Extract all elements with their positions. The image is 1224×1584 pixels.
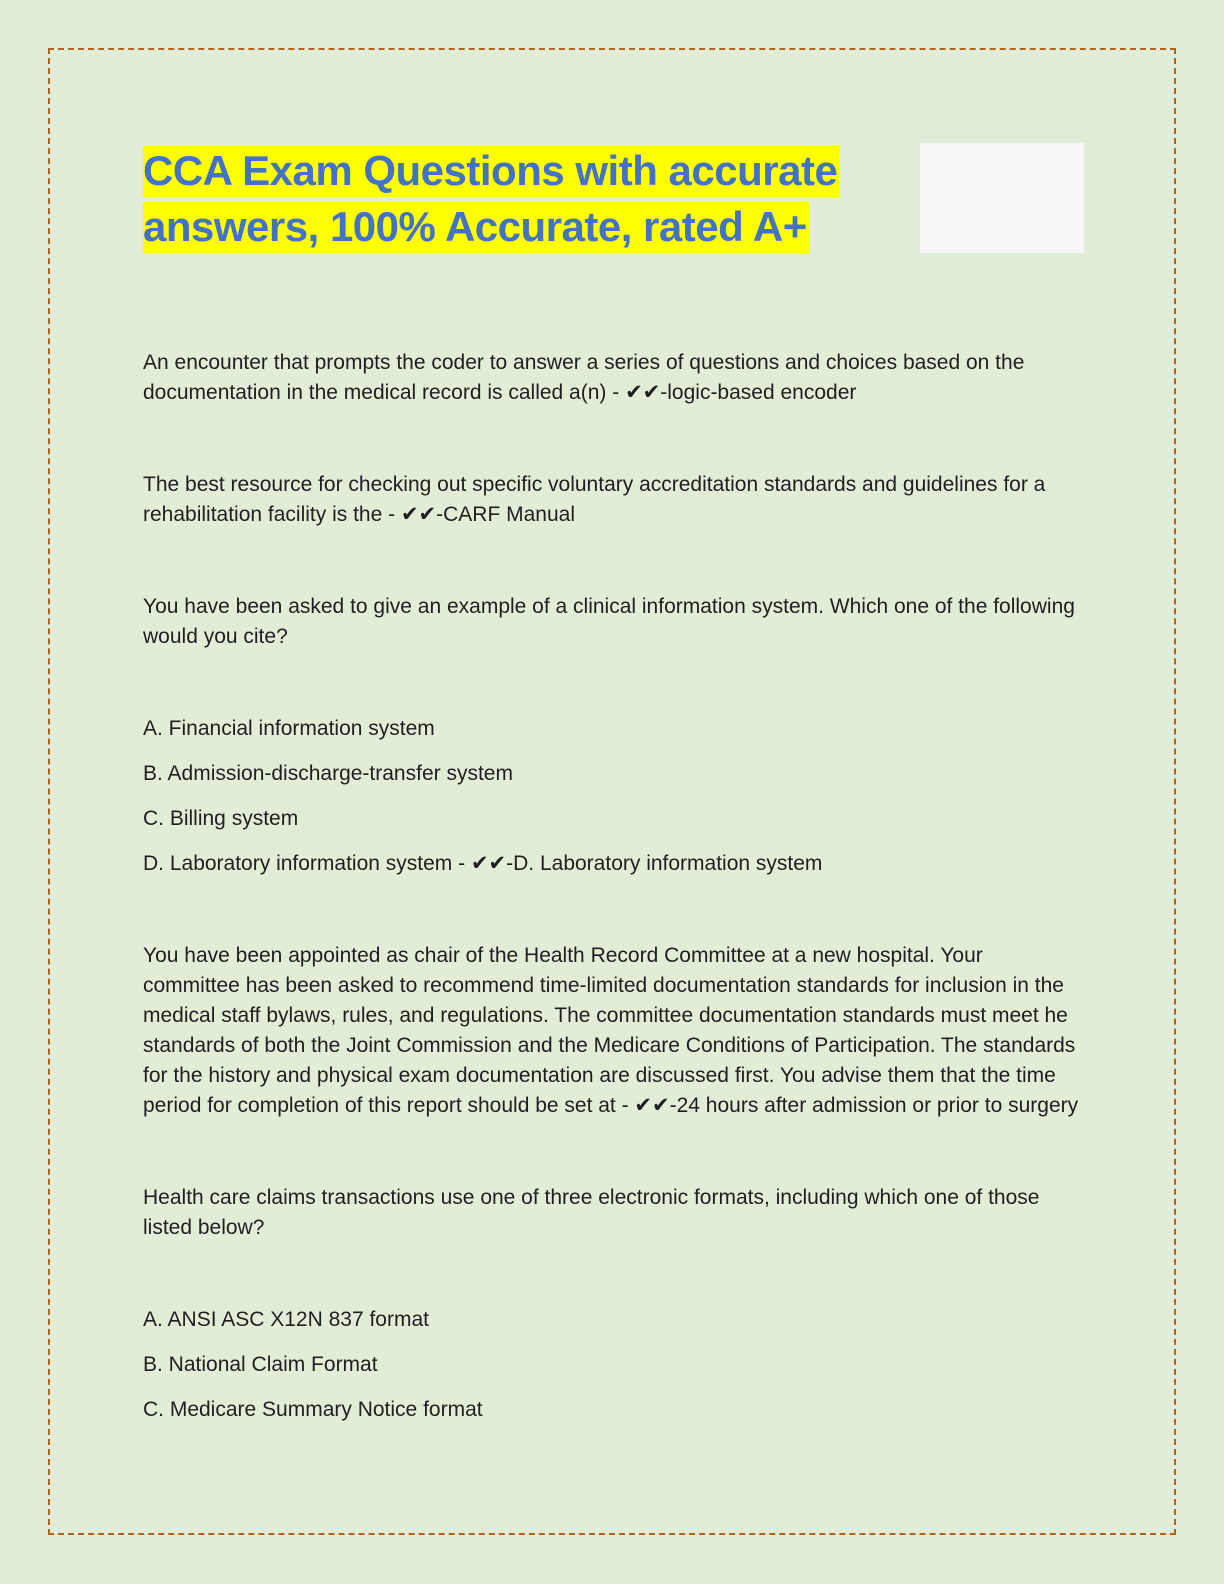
question-paragraph: Health care claims transactions use one of three electronic formats, including which one of those listed below? bbox=[143, 1186, 1040, 1239]
answer-option: D. Laboratory information system - ✔✔-D. Laboratory information system bbox=[143, 852, 823, 875]
question-paragraph: You have been appointed as chair of the Health Record Committee at a new hospital. Your committee has been asked to recommend time-limited documentation standards for inclusion in the medical staff bylaws, rules, and regulations. The committee documentation standards must meet he standards of both the Joint Commission and the Medicare Conditions of Participation. The standards for the history and physical exam documentation are discussed first. You advise them that the time period for completion of this report should be set at - ✔✔-24 hours after admission or prior to surgery bbox=[143, 944, 1079, 1117]
answer-option: B. National Claim Format bbox=[143, 1353, 378, 1376]
question-paragraph: You have been asked to give an example of a clinical information system. Which one of the following would you cite? bbox=[143, 595, 1075, 648]
answer-option: C. Billing system bbox=[143, 807, 299, 830]
page-content bbox=[143, 143, 1085, 1440]
title-line-2: answers, 100% Accurate, rated A+ bbox=[143, 202, 809, 253]
question-paragraph: The best resource for checking out specific voluntary accreditation standards and guidelines for a rehabilitation facility is the - ✔✔-CARF Manual bbox=[143, 473, 1046, 526]
title-line-1: CCA Exam Questions with accurate bbox=[143, 146, 839, 197]
title-block bbox=[143, 143, 1085, 255]
answer-option: A. Financial information system bbox=[143, 717, 435, 740]
page-title bbox=[143, 143, 1085, 255]
question-list bbox=[143, 348, 1085, 1425]
question-paragraph: An encounter that prompts the coder to answer a series of questions and choices based on the documentation in the medical record is called a(n) - ✔✔-logic-based encoder bbox=[143, 351, 1025, 404]
answer-option: A. ANSI ASC X12N 837 format bbox=[143, 1308, 429, 1331]
answer-option: C. Medicare Summary Notice format bbox=[143, 1398, 483, 1421]
answer-option: B. Admission-discharge-transfer system bbox=[143, 762, 513, 785]
